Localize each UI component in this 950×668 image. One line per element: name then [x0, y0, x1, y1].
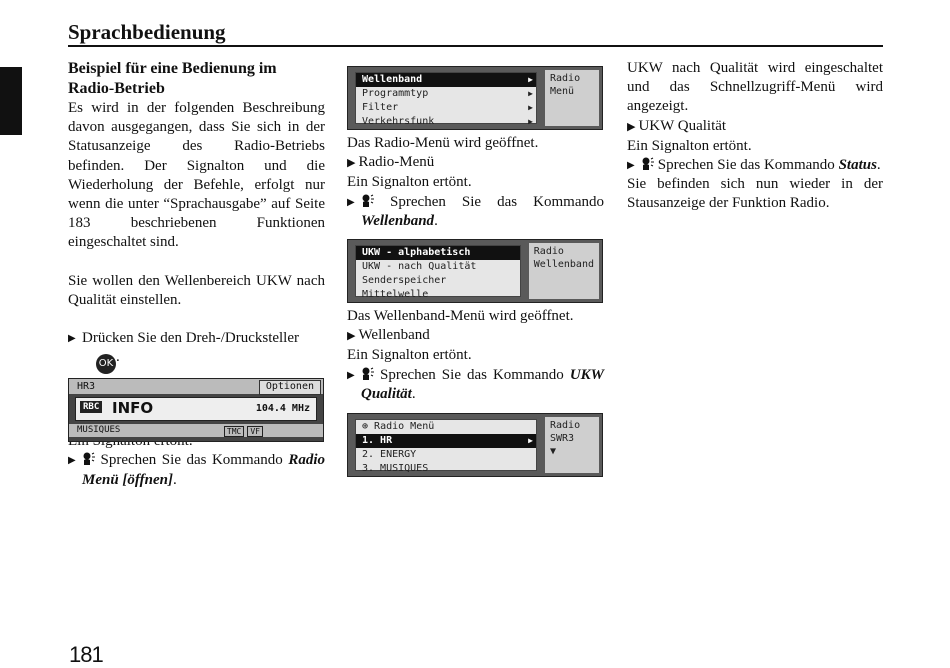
- speaker-icon: ◀: [347, 330, 356, 343]
- menu-item[interactable]: UKW - nach Qualität: [362, 261, 477, 272]
- bullet-triangle-icon: ▶: [347, 369, 355, 381]
- col3-text2: Sie befinden sich nun wieder in der Stausanzeige der Funktion Radio.: [627, 176, 883, 212]
- chapter-tab: [0, 67, 22, 135]
- section-heading: Beispiel für eine Bedienung im Radio-Betrieb: [68, 60, 277, 97]
- bullet-triangle-icon: ▶: [627, 160, 635, 172]
- step-speak-command: ▶ Sprechen Sie das Kommando UKW Qualität.: [347, 366, 604, 402]
- intro-paragraph: Es wird in der folgenden Beschreibung davon ausgegangen, dass Sie sich in der Statusanzeige des Radio-Betriebs befinden. Der Signalton und die Wiederholung der Befehle, erfolgt nur wenn die unter “Sprachausgabe” auf Seite 183 beschriebenen Funktionen eingeschaltet sind.: [68, 100, 325, 251]
- menu-item[interactable]: 2. ENERGY: [362, 449, 417, 460]
- menu-item[interactable]: Verkehrsfunk ▶: [362, 116, 533, 127]
- menu-side-label: Radio SWR3 ▼: [545, 417, 599, 473]
- speak-icon: [82, 452, 95, 465]
- title-rule: [68, 45, 883, 47]
- station-name: INFO: [112, 399, 154, 417]
- speaker-icon: ◀: [627, 120, 636, 133]
- menu-list: [355, 72, 537, 127]
- col2-text2: Das Wellenband-Menü wird geöffnet.: [347, 308, 574, 324]
- menu-title: ⊕ Radio Menü: [362, 421, 435, 432]
- menu-item[interactable]: 3. MUSIQUES: [362, 463, 429, 474]
- step-speak-command: ▶ Sprechen Sie das Kommando Radio Menü [öffnen].: [68, 452, 325, 488]
- status-bottom-bar: MUSIQUES TMC VF: [69, 424, 323, 437]
- step-press-text: Drücken Sie den Dreh-/Drucksteller: [82, 330, 300, 347]
- signal-tone-text: Ein Signalton ertönt.: [347, 347, 472, 364]
- menu-item[interactable]: Senderspeicher: [362, 275, 447, 286]
- rds-badge: RBC: [80, 401, 102, 413]
- tmc-badge: TMC: [224, 426, 244, 437]
- frequency: 104.4 MHz: [255, 403, 310, 414]
- menu-list: [355, 245, 521, 300]
- menu-item[interactable]: Mittelwelle: [362, 289, 429, 300]
- speak-icon: [361, 367, 374, 380]
- knob-icon: OK: [96, 354, 116, 374]
- bullet-triangle-icon: ▶: [347, 196, 355, 208]
- col2-text-block-1: [347, 134, 604, 231]
- speak-icon: [361, 194, 374, 207]
- menu-item[interactable]: Programmtyp ▶: [362, 88, 533, 99]
- voice-output: ◀ UKW Qualität: [627, 117, 883, 137]
- menu-side-label: Radio Menü: [545, 70, 599, 126]
- col2-text-block-2: [347, 307, 604, 404]
- page-number: 181: [69, 642, 103, 667]
- menu-side-label: Radio Wellenband: [529, 243, 599, 299]
- vf-badge: VF: [247, 426, 263, 437]
- bullet-triangle-icon: ▶: [68, 333, 76, 345]
- col3-text1: UKW nach Qualität wird eingeschaltet und das Schnellzugriff-Menü wird angezeigt.: [627, 60, 883, 115]
- options-button[interactable]: Optionen: [259, 380, 321, 395]
- page-title: Sprachbedienung: [68, 20, 226, 44]
- menu-list: [355, 419, 537, 474]
- voice-output: ◀ Radio-Menü: [347, 153, 604, 173]
- bullet-triangle-icon: ▶: [68, 455, 76, 467]
- quick-access-menu-screen: [347, 413, 603, 477]
- menu-item[interactable]: Filter ▶: [362, 102, 533, 113]
- signal-tone-text: Ein Signalton ertönt.: [627, 137, 752, 154]
- speaker-icon: ◀: [347, 157, 356, 170]
- voice-output: ◀ Wellenband: [347, 326, 604, 346]
- signal-strength-icon: ▼: [550, 446, 557, 457]
- column-3: [627, 59, 883, 214]
- col2-text1: Das Radio-Menü wird geöffnet.: [347, 135, 539, 151]
- speak-icon: [641, 157, 654, 170]
- menu-item[interactable]: Wellenband ▶: [356, 73, 536, 87]
- menu-item[interactable]: 1. HR ▶: [356, 434, 536, 448]
- step-press-knob: ▶ Drücken Sie den Dreh-/Drucksteller OK .: [68, 329, 325, 374]
- step-speak-command: ▶ Sprechen Sie das Kommando Wellenband.: [347, 193, 604, 229]
- goal-paragraph: Sie wollen den Wellenbereich UKW nach Qualität einstellen.: [68, 272, 325, 308]
- menu-item[interactable]: UKW - alphabetisch: [356, 246, 520, 260]
- wellenband-menu-screen: [347, 239, 603, 303]
- station-display: [75, 397, 317, 421]
- status-top-bar: HR3 Optionen: [69, 379, 323, 394]
- radio-status-screen: [68, 378, 324, 442]
- step-speak-command: ▶ Sprechen Sie das Kommando Status.: [627, 156, 883, 175]
- radio-menu-screen: [347, 66, 603, 130]
- signal-tone-text: Ein Signalton ertönt.: [347, 174, 472, 191]
